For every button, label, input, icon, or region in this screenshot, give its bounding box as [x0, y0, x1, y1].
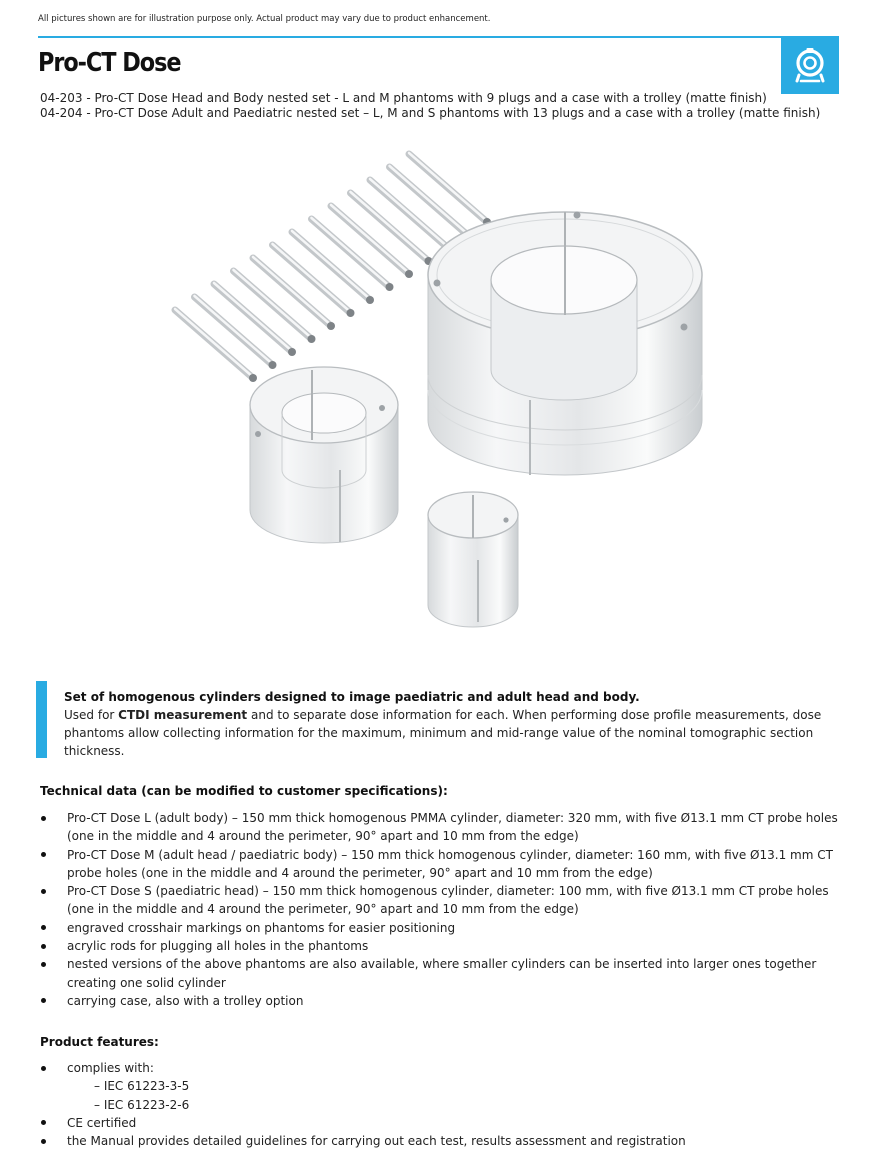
intro-rest: and to separate dose information for each. When performing dose profile measurements, dose phantoms allow collecting information for the maximum, minimum and mid-range value of the nominal tomographic section thickness. [64, 708, 822, 758]
acrylic-rod-highlight [351, 192, 429, 260]
acrylic-rod-highlight [370, 179, 448, 247]
phantom-ring-icon [790, 45, 830, 85]
list-item: engraved crosshair markings on phantoms for easier positioning [40, 919, 840, 937]
intro-text [64, 688, 841, 760]
phantom-large [428, 212, 702, 476]
disclaimer: All pictures shown are for illustration purpose only. Actual product may vary due to product enhancement. [38, 14, 491, 24]
list-item: acrylic rods for plugging all holes in the phantoms [40, 937, 840, 955]
list-item: Pro-CT Dose S (paediatric head) – 150 mm thick homogenous cylinder, diameter: 100 mm, with five Ø13.1 mm CT probe holes (one in the middle and 4 around the perimeter, 90° apart and 10 mm from the edge) [40, 882, 840, 919]
acrylic-rod-highlight [273, 244, 351, 312]
acrylic-rod-cap [249, 374, 257, 382]
acrylic-rod-cap [366, 296, 374, 304]
product-codes [40, 91, 820, 121]
acrylic-rod-cap [288, 348, 296, 356]
list-item: Pro-CT Dose M (adult head / paediatric body) – 150 mm thick homogenous cylinder, diameter: 160 mm, with five Ø13.1 mm CT probe holes (one in the middle and 4 around the perimeter, 90° apart and 10 mm from the edge) [40, 846, 840, 883]
technical-data-list [40, 809, 840, 1010]
list-item: nested versions of the above phantoms are also available, where smaller cylinders can be inserted into larger ones together creating one solid cylinder [40, 955, 840, 992]
acrylic-rod-highlight [253, 257, 331, 325]
header-rule [38, 36, 790, 38]
acrylic-rod-highlight [214, 283, 292, 351]
acrylic-rod-highlight [390, 166, 468, 234]
intro-description [64, 706, 841, 760]
product-features-list [40, 1059, 840, 1150]
list-item: CE certified [40, 1114, 840, 1132]
acrylic-rod-highlight [331, 205, 409, 273]
acrylic-rod-highlight [175, 309, 253, 377]
acrylic-rod-cap [269, 361, 277, 369]
page-title: Pro-CT Dose [38, 48, 181, 78]
intro-callout [36, 681, 841, 758]
acrylic-rod-highlight [312, 218, 390, 286]
acrylic-rod-highlight [292, 231, 370, 299]
acrylic-rod-cap [405, 270, 413, 278]
intro-prefix: Used for [64, 708, 119, 722]
brand-logo [781, 36, 839, 94]
acrylic-rod-cap [327, 322, 335, 330]
product-code-line: 04-203 - Pro-CT Dose Head and Body nested set - L and M phantoms with 9 plugs and a case with a trolley (matte finish) [40, 91, 767, 105]
list-item [40, 1059, 840, 1077]
callout-accent-bar [36, 681, 47, 758]
acrylic-rod-cap [308, 335, 316, 343]
phantom-medium [250, 367, 398, 543]
complies-label: complies with: [67, 1061, 154, 1075]
phantom-small [428, 492, 518, 627]
product-code-line: 04-204 - Pro-CT Dose Adult and Paediatric nested set – L, M and S phantoms with 13 plugs and a case with a trolley (matte finish) [40, 106, 821, 120]
technical-data-heading: Technical data (can be modified to customer specifications): [40, 784, 448, 798]
list-item: the Manual provides detailed guidelines for carrying out each test, results assessment and registration [40, 1132, 840, 1150]
product-illustration [160, 140, 720, 660]
standard-item: – IEC 61223-3-5 [94, 1079, 190, 1094]
list-item: carrying case, also with a trolley option [40, 992, 840, 1010]
product-features-heading: Product features: [40, 1035, 159, 1049]
list-item: Pro-CT Dose L (adult body) – 150 mm thick homogenous PMMA cylinder, diameter: 320 mm, with five Ø13.1 mm CT probe holes (one in the middle and 4 around the perimeter, 90° apart and 10 mm from the edge) [40, 809, 840, 846]
intro-keyword: CTDI measurement [118, 708, 248, 722]
acrylic-rod-cap [347, 309, 355, 317]
acrylic-rod-highlight [234, 270, 312, 338]
acrylic-rod-highlight [409, 153, 487, 221]
standard-item: – IEC 61223-2-6 [94, 1097, 190, 1112]
acrylic-rod-cap [386, 283, 394, 291]
intro-lead: Set of homogenous cylinders designed to image paediatric and adult head and body. [64, 690, 640, 704]
acrylic-rod-highlight [195, 296, 273, 364]
